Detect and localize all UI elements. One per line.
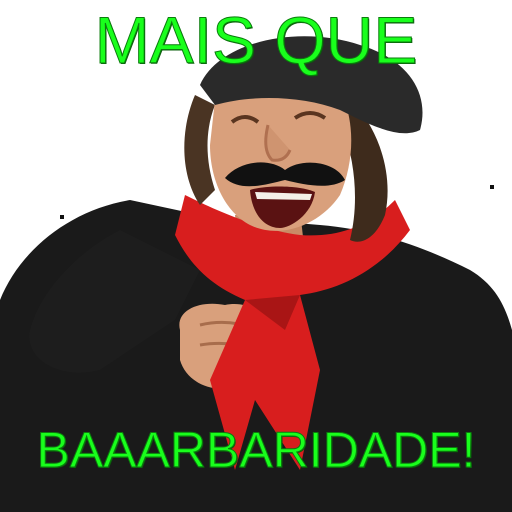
top-caption: MAIS QUE bbox=[94, 3, 418, 77]
bottom-caption: BAAARBARIDADE! bbox=[36, 422, 476, 478]
